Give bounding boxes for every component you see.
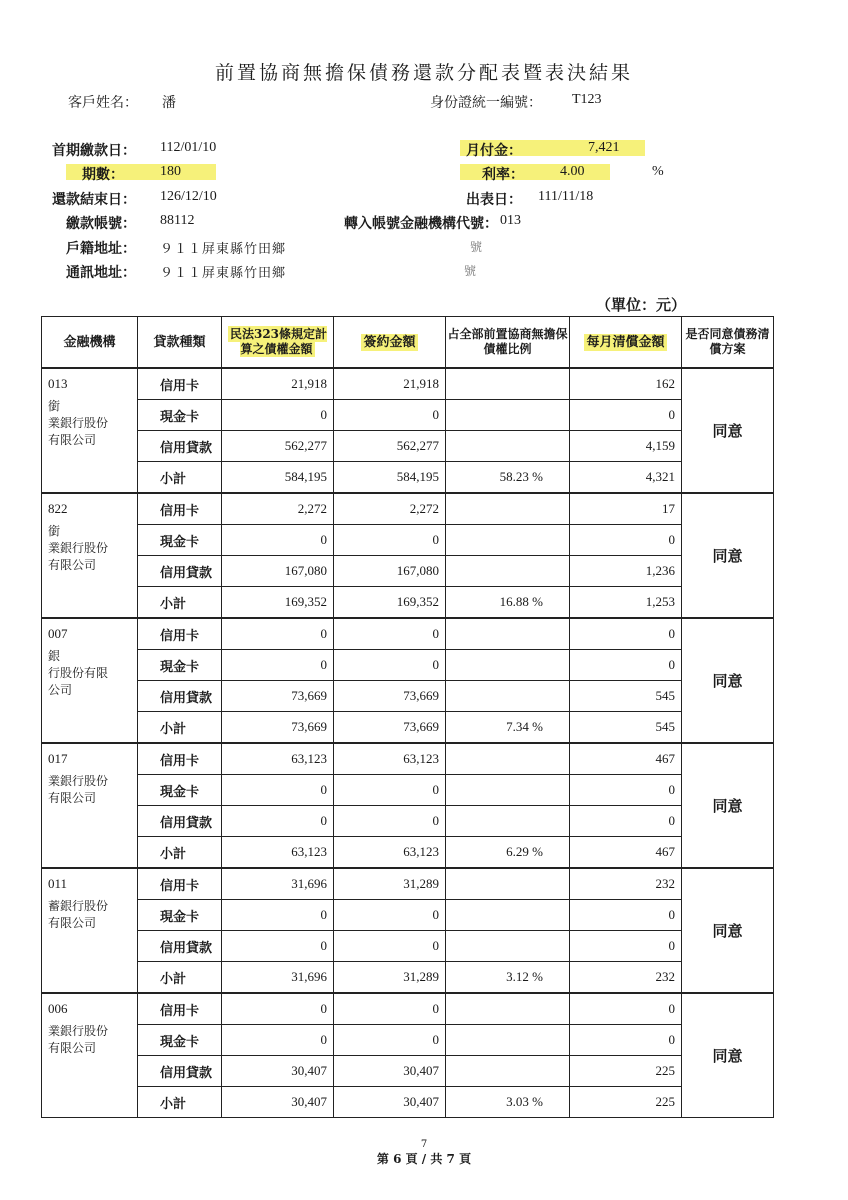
claim-amount: 0 (222, 775, 334, 806)
transfer-label: 轉入帳號金融機構代號： (344, 216, 498, 232)
claim-ratio (446, 618, 570, 650)
institution-cell (42, 618, 138, 743)
claim-ratio: 58.23 % (446, 462, 570, 494)
col-header-contract: 簽約金額 (334, 317, 446, 369)
id-label: 身份證統一編號： (430, 95, 542, 111)
table-row (42, 368, 774, 400)
table-row (42, 618, 774, 650)
monthly-amount: 232 (570, 962, 682, 994)
institution-name-line: 銜 (48, 524, 61, 538)
claim-ratio (446, 743, 570, 775)
table-row (42, 837, 774, 869)
claim-amount: 63,123 (222, 743, 334, 775)
institution-cell (42, 993, 138, 1118)
rate-value: 4.00 (560, 164, 585, 179)
contract-amount: 2,272 (334, 493, 446, 525)
table-row (42, 1087, 774, 1118)
institution-name-line: 行股份有限 (48, 666, 109, 680)
loan-type: 信用貸款 (138, 806, 222, 837)
claim-amount: 2,272 (222, 493, 334, 525)
monthly-amount: 0 (570, 900, 682, 931)
contract-amount: 169,352 (334, 587, 446, 619)
claim-ratio: 3.12 % (446, 962, 570, 994)
claim-amount: 169,352 (222, 587, 334, 619)
claim-amount: 0 (222, 806, 334, 837)
claim-ratio (446, 1025, 570, 1056)
rate-label: 利率： (482, 167, 524, 183)
claim-amount: 73,669 (222, 681, 334, 712)
claim-ratio (446, 368, 570, 400)
contract-amount: 0 (334, 525, 446, 556)
table-row (42, 712, 774, 744)
contract-amount: 0 (334, 775, 446, 806)
institution-name-line: 有限公司 (48, 558, 97, 572)
claim-ratio (446, 900, 570, 931)
loan-type: 小計 (138, 962, 222, 994)
monthly-amount: 0 (570, 993, 682, 1025)
monthly-amount: 0 (570, 650, 682, 681)
table-row (42, 993, 774, 1025)
loan-type: 信用卡 (138, 868, 222, 900)
col-header-loan-type: 貸款種類 (138, 317, 222, 369)
claim-amount: 562,277 (222, 431, 334, 462)
table-row (42, 900, 774, 931)
institution-cell (42, 493, 138, 618)
institution-name-line: 有限公司 (48, 1041, 97, 1055)
institution-cell (42, 368, 138, 493)
monthly-amount: 0 (570, 775, 682, 806)
monthly-label: 月付金： (466, 143, 522, 159)
monthly-amount: 467 (570, 743, 682, 775)
claim-amount: 0 (222, 650, 334, 681)
table-row (42, 962, 774, 994)
institution-name-line: 有限公司 (48, 916, 97, 930)
agree-status: 同意 (682, 618, 774, 743)
first-pay-label: 首期繳款日： (52, 143, 136, 159)
table-row (42, 462, 774, 494)
col-header-monthly: 每月清償金額 (570, 317, 682, 369)
col-header-agree: 是否同意債務清償方案 (682, 317, 774, 369)
loan-type: 信用貸款 (138, 681, 222, 712)
institution-cell (42, 868, 138, 993)
allocation-table (41, 316, 774, 1118)
contract-amount: 0 (334, 900, 446, 931)
institution-name-line: 蓄銀行股份 (48, 899, 109, 913)
contract-amount: 31,289 (334, 962, 446, 994)
loan-type: 現金卡 (138, 650, 222, 681)
table-row (42, 775, 774, 806)
loan-type: 信用貸款 (138, 556, 222, 587)
institution-name-line: 業銀行股份 (48, 1024, 109, 1038)
institution-name-line: 有限公司 (48, 791, 97, 805)
contract-amount: 0 (334, 400, 446, 431)
monthly-amount: 467 (570, 837, 682, 869)
claim-ratio (446, 993, 570, 1025)
institution-code: 011 (48, 876, 68, 891)
loan-type: 小計 (138, 587, 222, 619)
claim-amount: 73,669 (222, 712, 334, 744)
table-row (42, 1056, 774, 1087)
loan-type: 現金卡 (138, 900, 222, 931)
contract-amount: 73,669 (334, 681, 446, 712)
claim-amount: 0 (222, 931, 334, 962)
first-pay-value: 112/01/10 (160, 140, 217, 155)
institution-name-line: 業銀行股份 (48, 774, 109, 788)
claim-ratio (446, 806, 570, 837)
table-row (42, 431, 774, 462)
contract-amount: 73,669 (334, 712, 446, 744)
monthly-amount: 225 (570, 1056, 682, 1087)
loan-type: 小計 (138, 462, 222, 494)
institution-code: 013 (48, 376, 68, 391)
claim-ratio: 3.03 % (446, 1087, 570, 1118)
end-date-value: 126/12/10 (160, 189, 217, 204)
contract-amount: 31,289 (334, 868, 446, 900)
table-row (42, 650, 774, 681)
contract-amount: 0 (334, 931, 446, 962)
col-header-ratio: 占全部前置協商無擔保債權比例 (446, 317, 570, 369)
claim-ratio (446, 525, 570, 556)
claim-amount: 30,407 (222, 1087, 334, 1118)
claim-ratio: 7.34 % (446, 712, 570, 744)
monthly-amount: 232 (570, 868, 682, 900)
monthly-value: 7,421 (588, 140, 620, 155)
issue-date-label: 出表日： (466, 192, 522, 208)
monthly-amount: 0 (570, 618, 682, 650)
table-row (42, 400, 774, 431)
document-title: 前置協商無擔保債務還款分配表暨表決結果 (214, 62, 633, 84)
monthly-amount: 0 (570, 1025, 682, 1056)
claim-amount: 0 (222, 400, 334, 431)
household-address-label: 戶籍地址： (66, 241, 136, 257)
page-footnote: 7 (420, 1139, 428, 1150)
transfer-value: 013 (500, 213, 521, 228)
contract-amount: 584,195 (334, 462, 446, 494)
customer-value: 潘 (162, 96, 176, 111)
claim-ratio (446, 431, 570, 462)
periods-label: 期數： (82, 167, 124, 183)
table-row (42, 1025, 774, 1056)
loan-type: 現金卡 (138, 400, 222, 431)
claim-ratio (446, 1056, 570, 1087)
table-row (42, 556, 774, 587)
household-address-value: ９１１屏東縣竹田鄉 (160, 241, 287, 256)
contract-amount: 21,918 (334, 368, 446, 400)
claim-amount: 21,918 (222, 368, 334, 400)
loan-type: 信用貸款 (138, 431, 222, 462)
loan-type: 小計 (138, 837, 222, 869)
loan-type: 小計 (138, 712, 222, 744)
institution-code: 007 (48, 626, 68, 641)
end-date-label: 還款結束日： (52, 192, 136, 208)
institution-name-line: 銜 (48, 399, 61, 413)
claim-amount: 30,407 (222, 1056, 334, 1087)
contract-amount: 0 (334, 618, 446, 650)
account-value: 88112 (160, 213, 195, 228)
loan-type: 現金卡 (138, 775, 222, 806)
institution-name-line: 有限公司 (48, 433, 97, 447)
contract-amount: 0 (334, 650, 446, 681)
claim-amount: 0 (222, 993, 334, 1025)
claim-amount: 63,123 (222, 837, 334, 869)
loan-type: 信用卡 (138, 993, 222, 1025)
agree-status: 同意 (682, 743, 774, 868)
monthly-amount: 162 (570, 368, 682, 400)
loan-type: 信用貸款 (138, 931, 222, 962)
loan-type: 信用卡 (138, 493, 222, 525)
id-value: T123 (572, 92, 602, 107)
loan-type: 小計 (138, 1087, 222, 1118)
periods-value: 180 (160, 164, 181, 179)
monthly-amount: 545 (570, 712, 682, 744)
claim-amount: 167,080 (222, 556, 334, 587)
unit-label: （單位：元） (596, 296, 687, 314)
contract-amount: 0 (334, 993, 446, 1025)
monthly-amount: 0 (570, 525, 682, 556)
contract-amount: 0 (334, 806, 446, 837)
monthly-amount: 4,159 (570, 431, 682, 462)
institution-cell (42, 743, 138, 868)
institution-code: 017 (48, 751, 68, 766)
institution-name-line: 業銀行股份 (48, 541, 109, 555)
mail-address-value: ９１１屏東縣竹田鄉 (160, 265, 287, 280)
table-row (42, 681, 774, 712)
monthly-amount: 17 (570, 493, 682, 525)
claim-amount: 0 (222, 525, 334, 556)
contract-amount: 0 (334, 1025, 446, 1056)
agree-status: 同意 (682, 993, 774, 1118)
mail-address-tail: 號 (464, 264, 477, 278)
loan-type: 信用卡 (138, 618, 222, 650)
institution-code: 006 (48, 1001, 68, 1016)
table-row (42, 743, 774, 775)
contract-amount: 63,123 (334, 837, 446, 869)
claim-ratio (446, 556, 570, 587)
table-row (42, 868, 774, 900)
claim-amount: 0 (222, 900, 334, 931)
table-row (42, 806, 774, 837)
claim-amount: 584,195 (222, 462, 334, 494)
agree-status: 同意 (682, 368, 774, 493)
claim-ratio (446, 650, 570, 681)
claim-ratio (446, 931, 570, 962)
account-label: 繳款帳號： (66, 216, 136, 232)
monthly-amount: 0 (570, 931, 682, 962)
contract-amount: 30,407 (334, 1087, 446, 1118)
table-row (42, 587, 774, 619)
monthly-amount: 1,253 (570, 587, 682, 619)
contract-amount: 167,080 (334, 556, 446, 587)
monthly-amount: 1,236 (570, 556, 682, 587)
table-row (42, 931, 774, 962)
issue-date-value: 111/11/18 (538, 189, 594, 204)
claim-ratio (446, 681, 570, 712)
agree-status: 同意 (682, 868, 774, 993)
claim-amount: 0 (222, 618, 334, 650)
claim-ratio (446, 868, 570, 900)
loan-type: 信用卡 (138, 368, 222, 400)
monthly-amount: 0 (570, 806, 682, 837)
table-row (42, 525, 774, 556)
claim-ratio (446, 775, 570, 806)
loan-type: 信用卡 (138, 743, 222, 775)
monthly-amount: 4,321 (570, 462, 682, 494)
contract-amount: 30,407 (334, 1056, 446, 1087)
monthly-amount: 0 (570, 400, 682, 431)
mail-address-label: 通訊地址： (66, 265, 136, 281)
loan-type: 信用貸款 (138, 1056, 222, 1087)
institution-code: 822 (48, 501, 68, 516)
institution-name-line: 業銀行股份 (48, 416, 109, 430)
table-row (42, 493, 774, 525)
customer-label: 客戶姓名： (68, 95, 138, 111)
claim-amount: 31,696 (222, 868, 334, 900)
contract-amount: 562,277 (334, 431, 446, 462)
claim-ratio (446, 493, 570, 525)
loan-type: 現金卡 (138, 1025, 222, 1056)
contract-amount: 63,123 (334, 743, 446, 775)
claim-ratio: 6.29 % (446, 837, 570, 869)
col-header-claim: 民法323條規定計算之債權金額 (222, 317, 334, 369)
household-address-tail: 號 (470, 240, 483, 254)
institution-name-line: 銀 (48, 649, 61, 663)
monthly-amount: 545 (570, 681, 682, 712)
claim-ratio (446, 400, 570, 431)
agree-status: 同意 (682, 493, 774, 618)
claim-amount: 0 (222, 1025, 334, 1056)
col-header-institution: 金融機構 (42, 317, 138, 369)
page-number: 第 6 頁 / 共 7 頁 (376, 1152, 472, 1166)
rate-unit: % (652, 164, 664, 179)
institution-name-line: 公司 (48, 683, 73, 697)
claim-ratio: 16.88 % (446, 587, 570, 619)
monthly-amount: 225 (570, 1087, 682, 1118)
loan-type: 現金卡 (138, 525, 222, 556)
claim-amount: 31,696 (222, 962, 334, 994)
